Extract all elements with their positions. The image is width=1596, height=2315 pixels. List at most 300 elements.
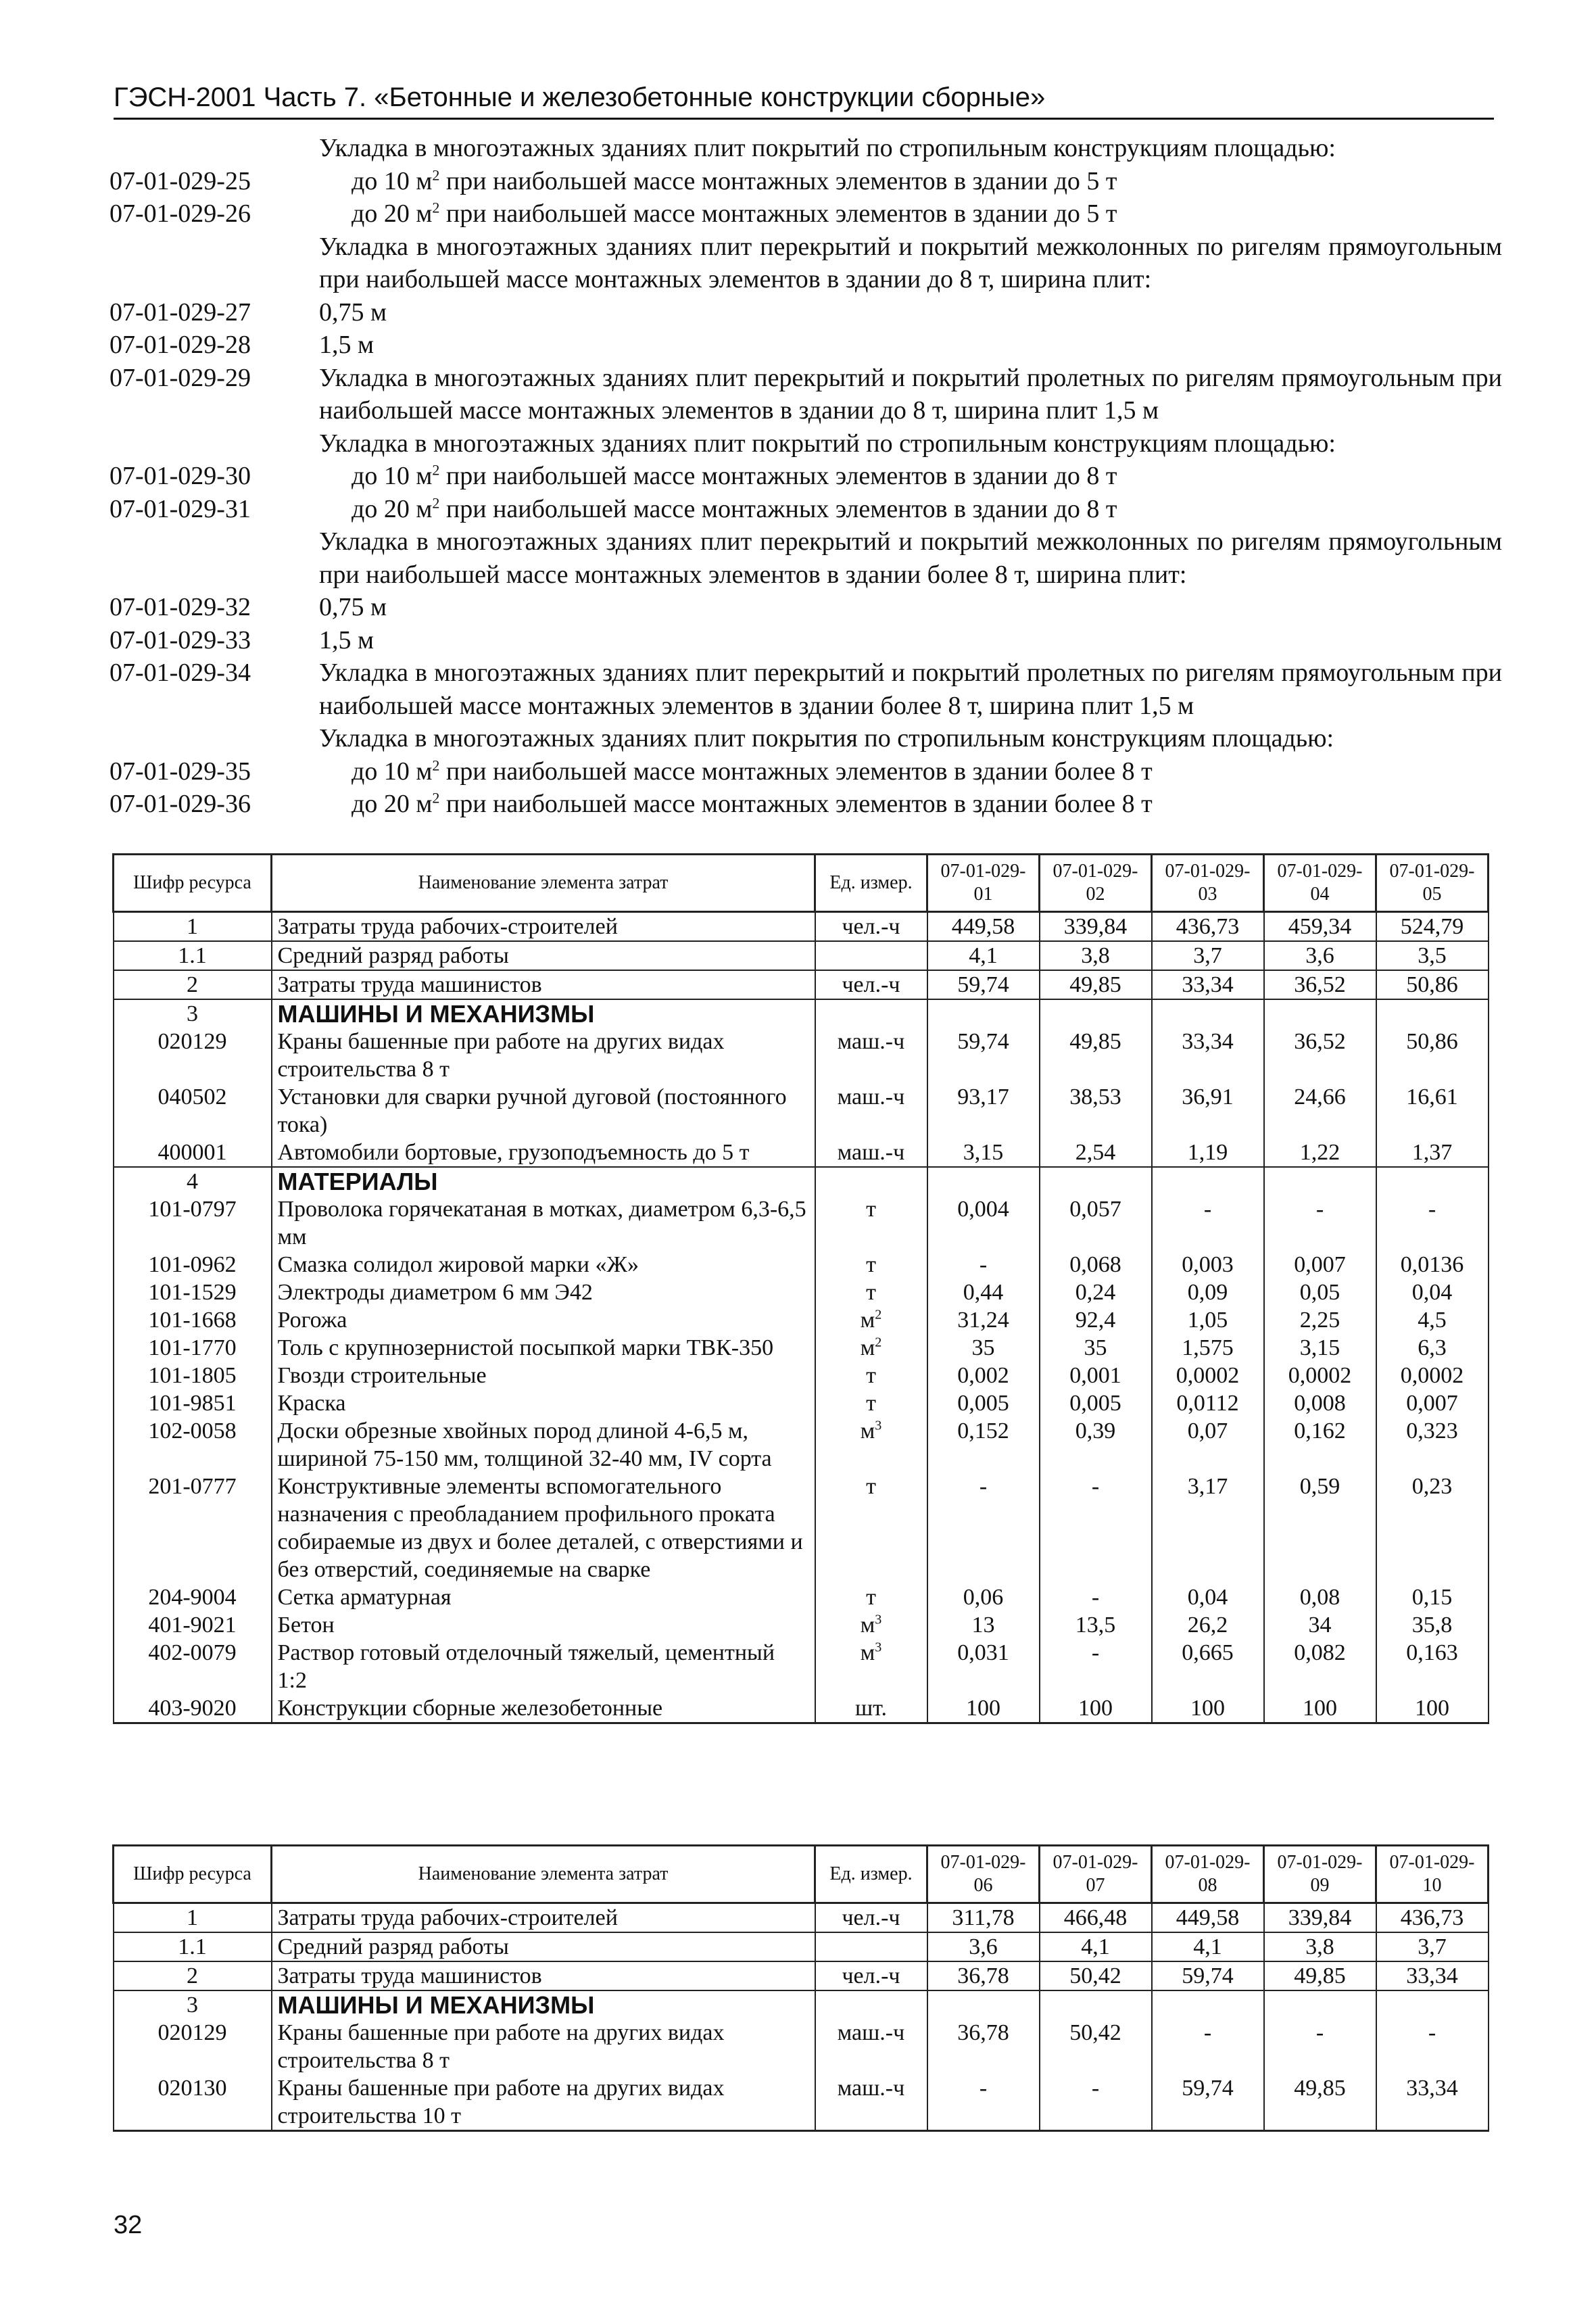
unit-exponent: 3 xyxy=(875,1640,882,1655)
resource-name: Затраты труда рабочих-строителей xyxy=(272,1903,815,1933)
value-cell: 1,05 xyxy=(1152,1306,1264,1334)
value-cell: 13 xyxy=(927,1611,1040,1639)
value-cell: 36,52 xyxy=(1264,970,1376,999)
entry-code: 07-01-029-32 xyxy=(110,593,251,621)
table-row xyxy=(114,1694,1489,1723)
value-cell: 0,39 xyxy=(1040,1417,1152,1473)
table-row xyxy=(114,1028,1489,1083)
value-cell: - xyxy=(927,1251,1040,1279)
unit-base: м xyxy=(860,1640,875,1665)
value-cell: 36,78 xyxy=(927,1961,1040,1990)
value-cell xyxy=(1376,1990,1489,2019)
value-cell: 4,1 xyxy=(1040,1932,1152,1961)
entry-text: 1,5 м xyxy=(319,331,374,359)
value-cell: 0,057 xyxy=(1040,1195,1152,1251)
value-cell: 100 xyxy=(1264,1694,1376,1723)
resource-name: Затраты труда машинистов xyxy=(272,1961,815,1990)
value-cell: 436,73 xyxy=(1152,912,1264,942)
table-row xyxy=(114,1306,1489,1334)
value-cell: 100 xyxy=(1376,1694,1489,1723)
unit: маш.-ч xyxy=(815,2074,927,2131)
unit-exponent: 2 xyxy=(875,1307,882,1322)
entry-text: 0,75 м xyxy=(319,593,387,621)
entry-text-exponent: 2 xyxy=(432,199,440,216)
value-cell: 436,73 xyxy=(1376,1903,1489,1933)
value-cell: 4,1 xyxy=(1152,1932,1264,1961)
unit: маш.-ч xyxy=(815,1083,927,1139)
value-cell: 4,5 xyxy=(1376,1306,1489,1334)
value-cell: 0,06 xyxy=(927,1583,1040,1611)
table-row xyxy=(114,1195,1489,1251)
table-row xyxy=(114,999,1489,1028)
resource-code: 101-1770 xyxy=(114,1334,272,1362)
value-cell xyxy=(1040,1167,1152,1195)
resource-code: 101-0962 xyxy=(114,1251,272,1279)
resource-name: Раствор готовый отделочный тяжелый, цементный 1:2 xyxy=(272,1639,815,1694)
entry-text-part: до 20 м xyxy=(352,199,433,228)
value-cell: 3,7 xyxy=(1376,1932,1489,1961)
value-cell: - xyxy=(1040,2074,1152,2131)
value-cell: - xyxy=(1376,2019,1489,2074)
resource-name: Толь с крупнозернистой посыпкой марки ТВК-350 xyxy=(272,1334,815,1362)
value-cell: 0,068 xyxy=(1040,1251,1152,1279)
table-row xyxy=(114,1389,1489,1417)
resource-code: 1 xyxy=(114,1903,272,1933)
resource-code: 2 xyxy=(114,1961,272,1990)
value-cell: - xyxy=(927,2074,1040,2131)
value-cell: 6,3 xyxy=(1376,1334,1489,1362)
value-cell xyxy=(927,999,1040,1028)
unit xyxy=(815,941,927,970)
value-cell: 449,58 xyxy=(927,912,1040,942)
value-cell xyxy=(1040,999,1152,1028)
value-cell: 466,48 xyxy=(1040,1903,1152,1933)
rate-code-header: 07-01-029-05 xyxy=(1376,855,1489,912)
entry-text: Укладка в многоэтажных зданиях плит перекрытий и покрытий межколонных по ригелям прямоугольным при наибольшей массе монтажных элементов в здании более 8 т, ширина плит: xyxy=(319,527,1502,589)
entry-list xyxy=(110,132,1502,821)
rate-code-header: 07-01-029-07 xyxy=(1040,1846,1152,1903)
value-cell: 3,8 xyxy=(1264,1932,1376,1961)
unit: т xyxy=(815,1251,927,1279)
value-cell: 33,34 xyxy=(1152,970,1264,999)
value-cell: 100 xyxy=(927,1694,1040,1723)
unit-exponent: 3 xyxy=(875,1612,882,1627)
column-header: Шифр ресурса xyxy=(114,855,272,912)
value-cell: 0,07 xyxy=(1152,1417,1264,1473)
resource-code: 101-1529 xyxy=(114,1279,272,1306)
resource-name: Проволока горячекатаная в мотках, диаметром 6,3-6,5 мм xyxy=(272,1195,815,1251)
table-header-row xyxy=(114,855,1489,912)
value-cell: 59,74 xyxy=(1152,1961,1264,1990)
value-cell: 31,24 xyxy=(927,1306,1040,1334)
value-cell: 449,58 xyxy=(1152,1903,1264,1933)
value-cell: 0,163 xyxy=(1376,1639,1489,1694)
unit: т xyxy=(815,1362,927,1389)
value-cell xyxy=(1152,1990,1264,2019)
unit-base: м xyxy=(860,1418,875,1443)
unit xyxy=(815,1990,927,2019)
section-title: МАШИНЫ И МЕХАНИЗМЫ xyxy=(272,1990,815,2019)
work-entry xyxy=(110,624,1502,657)
value-cell: 49,85 xyxy=(1264,1961,1376,1990)
unit: т xyxy=(815,1279,927,1306)
value-cell: 3,5 xyxy=(1376,941,1489,970)
resource-code: 101-1805 xyxy=(114,1362,272,1389)
value-cell: 50,42 xyxy=(1040,2019,1152,2074)
value-cell: - xyxy=(1376,1195,1489,1251)
value-cell: 100 xyxy=(1040,1694,1152,1723)
value-cell: 0,23 xyxy=(1376,1473,1489,1583)
entry-text-part: при наибольшей массе монтажных элементов в здании до 5 т xyxy=(439,199,1117,228)
work-entry xyxy=(110,231,1502,296)
unit: чел.-ч xyxy=(815,1961,927,1990)
value-cell: 0,24 xyxy=(1040,1279,1152,1306)
value-cell: 13,5 xyxy=(1040,1611,1152,1639)
resource-code: 400001 xyxy=(114,1139,272,1167)
value-cell: 0,59 xyxy=(1264,1473,1376,1583)
rate-code-header: 07-01-029-10 xyxy=(1376,1846,1489,1903)
resource-name: Средний разряд работы xyxy=(272,1932,815,1961)
value-cell: 0,09 xyxy=(1152,1279,1264,1306)
unit: маш.-ч xyxy=(815,1028,927,1083)
rate-code-header: 07-01-029-08 xyxy=(1152,1846,1264,1903)
value-cell: 3,15 xyxy=(927,1139,1040,1167)
entry-text xyxy=(319,493,1502,526)
page-header: ГЭСН-2001 Часть 7. «Бетонные и железобетонные конструкции сборные» xyxy=(114,80,1494,120)
rate-code-header: 07-01-029-04 xyxy=(1264,855,1376,912)
table-row xyxy=(114,1903,1489,1933)
entry-code: 07-01-029-29 xyxy=(110,363,251,392)
value-cell: - xyxy=(1264,2019,1376,2074)
value-cell: 50,86 xyxy=(1376,1028,1489,1083)
entry-code: 07-01-029-34 xyxy=(110,659,251,687)
value-cell: 1,575 xyxy=(1152,1334,1264,1362)
unit-base: м xyxy=(860,1335,875,1360)
value-cell: 0,08 xyxy=(1264,1583,1376,1611)
entry-code: 07-01-029-35 xyxy=(110,757,251,786)
unit: чел.-ч xyxy=(815,1903,927,1933)
entry-text-part: до 20 м xyxy=(352,494,433,523)
work-entry xyxy=(110,132,1502,165)
work-entry xyxy=(110,165,1502,198)
unit-exponent: 2 xyxy=(875,1335,882,1350)
resource-name: Краны башенные при работе на других видах строительства 10 т xyxy=(272,2074,815,2131)
resource-name: Конструкции сборные железобетонные xyxy=(272,1694,815,1723)
value-cell: 0,04 xyxy=(1376,1279,1489,1306)
entry-code xyxy=(110,231,319,296)
section-title: МАТЕРИАЛЫ xyxy=(272,1167,815,1195)
entry-text-exponent: 2 xyxy=(432,756,440,773)
column-header: Ед. измер. xyxy=(815,855,927,912)
entry-code xyxy=(110,427,319,460)
value-cell: 3,8 xyxy=(1040,941,1152,970)
resource-code: 040502 xyxy=(114,1083,272,1139)
value-cell: 100 xyxy=(1152,1694,1264,1723)
value-cell: 0,005 xyxy=(1040,1389,1152,1417)
table-row xyxy=(114,1279,1489,1306)
entry-code: 07-01-029-36 xyxy=(110,790,251,818)
entry-text: 0,75 м xyxy=(319,297,387,327)
table-row xyxy=(114,1362,1489,1389)
resource-code: 4 xyxy=(114,1167,272,1195)
resource-name: Бетон xyxy=(272,1611,815,1639)
work-entry xyxy=(110,296,1502,329)
value-cell: 35,8 xyxy=(1376,1611,1489,1639)
resource-code: 401-9021 xyxy=(114,1611,272,1639)
value-cell: 24,66 xyxy=(1264,1083,1376,1139)
value-cell: 0,152 xyxy=(927,1417,1040,1473)
unit-base: м xyxy=(860,1308,875,1333)
resource-code: 402-0079 xyxy=(114,1639,272,1694)
work-entry xyxy=(110,722,1502,755)
value-cell: 0,004 xyxy=(927,1195,1040,1251)
entry-text xyxy=(319,755,1502,788)
table-row xyxy=(114,1583,1489,1611)
column-header: Наименование элемента затрат xyxy=(272,855,815,912)
value-cell: 0,0112 xyxy=(1152,1389,1264,1417)
value-cell: - xyxy=(1040,1639,1152,1694)
entry-text-part: до 20 м xyxy=(352,790,433,818)
resource-code: 1 xyxy=(114,912,272,942)
value-cell: 16,61 xyxy=(1376,1083,1489,1139)
value-cell: - xyxy=(1040,1473,1152,1583)
value-cell: 36,52 xyxy=(1264,1028,1376,1083)
entry-code xyxy=(110,132,319,165)
rate-code-header: 07-01-029-02 xyxy=(1040,855,1152,912)
entry-code: 07-01-029-27 xyxy=(110,297,251,327)
value-cell xyxy=(1152,999,1264,1028)
table-row xyxy=(114,1167,1489,1195)
section-title: МАШИНЫ И МЕХАНИЗМЫ xyxy=(272,999,815,1028)
unit xyxy=(815,999,927,1028)
unit: т xyxy=(815,1195,927,1251)
entry-text-exponent: 2 xyxy=(432,789,440,807)
unit: т xyxy=(815,1473,927,1583)
entry-text xyxy=(319,197,1502,231)
value-cell: 0,0002 xyxy=(1264,1362,1376,1389)
resource-name: Средний разряд работы xyxy=(272,941,815,970)
value-cell: 49,85 xyxy=(1264,2074,1376,2131)
resource-code: 102-0058 xyxy=(114,1417,272,1473)
value-cell: 339,84 xyxy=(1040,912,1152,942)
entry-text: Укладка в многоэтажных зданиях плит перекрытий и покрытий межколонных по ригелям прямоугольным при наибольшей массе монтажных элементов в здании до 8 т, ширина плит: xyxy=(319,232,1502,293)
resource-table-2 xyxy=(112,1844,1489,2132)
value-cell: 59,74 xyxy=(927,970,1040,999)
resource-name: Затраты труда машинистов xyxy=(272,970,815,999)
entry-text xyxy=(319,788,1502,821)
value-cell: 26,2 xyxy=(1152,1611,1264,1639)
value-cell: 524,79 xyxy=(1376,912,1489,942)
entry-text-part: до 10 м xyxy=(352,462,433,490)
work-entry xyxy=(110,657,1502,722)
entry-code: 07-01-029-25 xyxy=(110,166,251,195)
resource-name: Установки для сварки ручной дуговой (постоянного тока) xyxy=(272,1083,815,1139)
resource-code: 020129 xyxy=(114,1028,272,1083)
work-entry xyxy=(110,460,1502,493)
value-cell: 38,53 xyxy=(1040,1083,1152,1139)
rate-code-header: 07-01-029-03 xyxy=(1152,855,1264,912)
value-cell: 36,78 xyxy=(927,2019,1040,2074)
value-cell: 35 xyxy=(1040,1334,1152,1362)
table-row xyxy=(114,1639,1489,1694)
value-cell: 3,6 xyxy=(927,1932,1040,1961)
value-cell: - xyxy=(1152,2019,1264,2074)
unit: т xyxy=(815,1583,927,1611)
entry-text-part: при наибольшей массе монтажных элементов в здании до 8 т xyxy=(439,494,1117,523)
resource-code: 2 xyxy=(114,970,272,999)
value-cell: 0,44 xyxy=(927,1279,1040,1306)
value-cell: 3,6 xyxy=(1264,941,1376,970)
work-entry xyxy=(110,591,1502,624)
work-entry xyxy=(110,329,1502,362)
value-cell: - xyxy=(1264,1195,1376,1251)
unit: чел.-ч xyxy=(815,970,927,999)
unit-exponent: 3 xyxy=(875,1418,882,1433)
value-cell: 33,34 xyxy=(1376,2074,1489,2131)
entry-code: 07-01-029-26 xyxy=(110,199,251,228)
value-cell: 339,84 xyxy=(1264,1903,1376,1933)
unit xyxy=(815,1167,927,1195)
value-cell: 92,4 xyxy=(1040,1306,1152,1334)
value-cell: 33,34 xyxy=(1376,1961,1489,1990)
table-row xyxy=(114,941,1489,970)
resource-code: 101-1668 xyxy=(114,1306,272,1334)
resource-code: 101-9851 xyxy=(114,1389,272,1417)
entry-text: Укладка в многоэтажных зданиях плит покрытий по стропильным конструкциям площадью: xyxy=(319,134,1336,162)
resource-name: Доски обрезные хвойных пород длиной 4-6,5 м, шириной 75-150 мм, толщиной 32-40 мм, IV сорта xyxy=(272,1417,815,1473)
table-row xyxy=(114,1961,1489,1990)
table-row xyxy=(114,2074,1489,2131)
unit xyxy=(815,1932,927,1961)
value-cell: 4,1 xyxy=(927,941,1040,970)
value-cell xyxy=(927,1167,1040,1195)
resource-code: 403-9020 xyxy=(114,1694,272,1723)
value-cell xyxy=(927,1990,1040,2019)
table-row xyxy=(114,1473,1489,1583)
work-entry xyxy=(110,755,1502,788)
entry-text xyxy=(319,460,1502,493)
work-entry xyxy=(110,427,1502,460)
value-cell: 0,005 xyxy=(927,1389,1040,1417)
entry-text-part: при наибольшей массе монтажных элементов в здании более 8 т xyxy=(439,757,1153,786)
entry-code xyxy=(110,525,319,591)
value-cell: 311,78 xyxy=(927,1903,1040,1933)
value-cell xyxy=(1376,1167,1489,1195)
value-cell: 1,19 xyxy=(1152,1139,1264,1167)
value-cell: 0,162 xyxy=(1264,1417,1376,1473)
resource-code: 1.1 xyxy=(114,941,272,970)
value-cell: 0,031 xyxy=(927,1639,1040,1694)
resource-name: Смазка солидол жировой марки «Ж» xyxy=(272,1251,815,1279)
table-row xyxy=(114,1139,1489,1167)
entry-text-part: при наибольшей массе монтажных элементов в здании до 8 т xyxy=(439,462,1117,490)
unit: маш.-ч xyxy=(815,2019,927,2074)
entry-text xyxy=(319,165,1502,198)
resource-name: Краны башенные при работе на других видах строительства 8 т xyxy=(272,1028,815,1083)
value-cell: 0,323 xyxy=(1376,1417,1489,1473)
value-cell: 0,15 xyxy=(1376,1583,1489,1611)
value-cell: 49,85 xyxy=(1040,970,1152,999)
resource-code: 101-0797 xyxy=(114,1195,272,1251)
value-cell: 3,17 xyxy=(1152,1473,1264,1583)
unit-base: м xyxy=(860,1613,875,1638)
value-cell: 0,002 xyxy=(927,1362,1040,1389)
resource-name: Конструктивные элементы вспомогательного назначения с преобладанием профильного проката собираемые из двух и более деталей, с отверстиями и без отверстий, соединяемые на сварке xyxy=(272,1473,815,1583)
entry-text-exponent: 2 xyxy=(432,166,440,183)
rate-code-header: 07-01-029-01 xyxy=(927,855,1040,912)
entry-text-part: при наибольшей массе монтажных элементов в здании до 5 т xyxy=(439,166,1117,195)
unit: т xyxy=(815,1389,927,1417)
unit xyxy=(815,1639,927,1694)
value-cell: - xyxy=(1040,1583,1152,1611)
table-row xyxy=(114,1932,1489,1961)
work-entry xyxy=(110,197,1502,231)
value-cell: 0,0002 xyxy=(1152,1362,1264,1389)
table-row xyxy=(114,1083,1489,1139)
work-entry xyxy=(110,525,1502,591)
value-cell xyxy=(1040,1990,1152,2019)
column-header: Наименование элемента затрат xyxy=(272,1846,815,1903)
value-cell: 34 xyxy=(1264,1611,1376,1639)
unit: чел.-ч xyxy=(815,912,927,942)
value-cell: 0,007 xyxy=(1264,1251,1376,1279)
entry-code: 07-01-029-28 xyxy=(110,331,251,359)
resource-code: 3 xyxy=(114,1990,272,2019)
resource-name: Краны башенные при работе на других видах строительства 8 т xyxy=(272,2019,815,2074)
unit xyxy=(815,1334,927,1362)
unit xyxy=(815,1417,927,1473)
value-cell xyxy=(1264,1990,1376,2019)
value-cell: 3,15 xyxy=(1264,1334,1376,1362)
unit xyxy=(815,1306,927,1334)
entry-text: Укладка в многоэтажных зданиях плит перекрытий и покрытий пролетных по ригелям прямоугольным при наибольшей массе монтажных элементов в здании более 8 т, ширина плит 1,5 м xyxy=(319,659,1502,720)
resource-name: Затраты труда рабочих-строителей xyxy=(272,912,815,942)
table-row xyxy=(114,970,1489,999)
value-cell xyxy=(1264,1167,1376,1195)
table-row xyxy=(114,1334,1489,1362)
unit xyxy=(815,1611,927,1639)
value-cell: 1,37 xyxy=(1376,1139,1489,1167)
value-cell xyxy=(1152,1167,1264,1195)
value-cell: 35 xyxy=(927,1334,1040,1362)
entry-text: 1,5 м xyxy=(319,625,374,654)
value-cell xyxy=(1264,999,1376,1028)
column-header: Шифр ресурса xyxy=(114,1846,272,1903)
value-cell: - xyxy=(1152,1195,1264,1251)
resource-code: 204-9004 xyxy=(114,1583,272,1611)
rate-code-header: 07-01-029-06 xyxy=(927,1846,1040,1903)
resource-table-1 xyxy=(112,853,1489,1724)
resource-name: Электроды диаметром 6 мм Э42 xyxy=(272,1279,815,1306)
work-entry xyxy=(110,788,1502,821)
entry-code: 07-01-029-31 xyxy=(110,494,251,523)
value-cell: 0,0136 xyxy=(1376,1251,1489,1279)
entry-text-exponent: 2 xyxy=(432,494,440,511)
table-row xyxy=(114,1417,1489,1473)
table-row xyxy=(114,2019,1489,2074)
value-cell: 50,42 xyxy=(1040,1961,1152,1990)
value-cell: 2,25 xyxy=(1264,1306,1376,1334)
rate-code-header: 07-01-029-09 xyxy=(1264,1846,1376,1903)
entry-text-part: до 10 м xyxy=(352,166,433,195)
entry-text: Укладка в многоэтажных зданиях плит покрытия по стропильным конструкциям площадью: xyxy=(319,724,1334,753)
resource-code: 020129 xyxy=(114,2019,272,2074)
page-number: 32 xyxy=(114,2211,143,2239)
resource-name: Рогожа xyxy=(272,1306,815,1334)
resource-code: 201-0777 xyxy=(114,1473,272,1583)
entry-code: 07-01-029-30 xyxy=(110,462,251,490)
work-entry xyxy=(110,362,1502,427)
